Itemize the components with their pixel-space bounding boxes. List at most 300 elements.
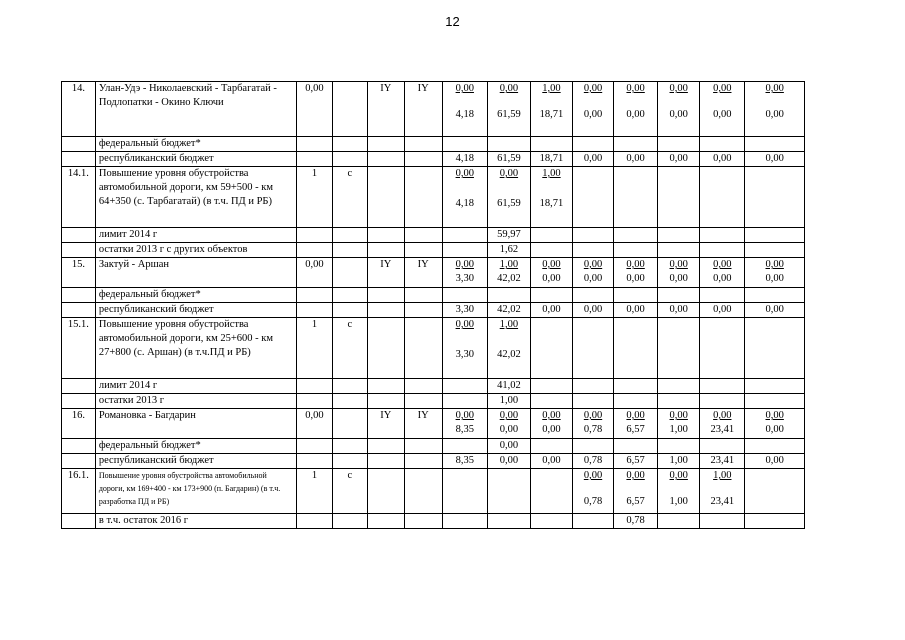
value-top: 0,00 — [669, 470, 688, 481]
value — [534, 243, 569, 257]
value-cell — [700, 394, 745, 409]
value-cell — [442, 82, 487, 137]
empty-cell — [332, 394, 367, 409]
value-cell — [487, 454, 530, 469]
value-cell — [530, 303, 572, 318]
unit-value: с — [347, 470, 353, 481]
value-cell — [614, 514, 658, 529]
length-value: 1 — [311, 168, 318, 179]
row-number-cell — [62, 82, 96, 137]
value-cell — [658, 167, 700, 228]
value-cell — [487, 394, 530, 409]
value-cell — [573, 243, 614, 258]
value — [446, 137, 484, 151]
row-number: 14. — [71, 83, 85, 94]
table-row — [62, 514, 805, 529]
empty-cell — [367, 152, 404, 167]
value-cell — [700, 152, 745, 167]
spacer — [446, 332, 484, 348]
category-to-cell — [404, 82, 442, 137]
value-cell — [573, 409, 614, 439]
value-bottom: 0,00 — [669, 273, 688, 284]
value — [446, 439, 484, 453]
value-cell — [573, 152, 614, 167]
value-cell — [442, 137, 487, 152]
length-value: 0,00 — [305, 83, 324, 94]
row-name-cell — [95, 394, 296, 409]
empty-cell — [404, 228, 442, 243]
row-name-cell — [95, 318, 296, 379]
value-cell — [530, 409, 572, 439]
value-top: 0,00 — [669, 410, 688, 421]
empty-cell — [332, 303, 367, 318]
table-row — [62, 152, 805, 167]
value: 0,00 — [713, 153, 732, 164]
row-name-cell — [95, 439, 296, 454]
value-cell — [700, 137, 745, 152]
value-cell — [487, 303, 530, 318]
row-name: лимит 2014 г — [98, 229, 158, 240]
value-bottom: 6,57 — [626, 424, 645, 435]
empty-cell — [367, 454, 404, 469]
value-bottom: 0,78 — [583, 424, 603, 435]
value-cell — [614, 82, 658, 137]
value: 0,00 — [583, 304, 603, 315]
value-bottom: 0,00 — [765, 109, 784, 120]
row-name-cell — [95, 152, 296, 167]
table-row — [62, 167, 805, 228]
length-cell — [297, 167, 333, 228]
value — [661, 439, 696, 453]
value-top: 0,00 — [583, 259, 603, 270]
value-cell — [487, 514, 530, 529]
value-cell — [700, 258, 745, 288]
empty-cell — [297, 228, 333, 243]
value — [661, 394, 696, 408]
value-cell — [614, 454, 658, 469]
table-row — [62, 394, 805, 409]
value-cell — [700, 288, 745, 303]
value-top: 1,00 — [713, 470, 732, 481]
value-top: 0,00 — [713, 259, 732, 270]
spacer — [617, 483, 654, 495]
value-cell — [573, 439, 614, 454]
value: 0,00 — [669, 153, 688, 164]
value: 0,00 — [765, 153, 784, 164]
length-value: 0,00 — [305, 259, 324, 270]
value-cell — [700, 228, 745, 243]
value-top: 0,00 — [765, 410, 784, 421]
value-cell — [573, 258, 614, 288]
row-number-cell — [62, 454, 96, 469]
value-cell — [530, 379, 572, 394]
value-bottom: 0,00 — [542, 424, 561, 435]
value-cell — [745, 82, 805, 137]
value: 0,78 — [583, 455, 603, 466]
category-from: IY — [380, 259, 392, 270]
value — [534, 514, 569, 528]
value-cell — [530, 514, 572, 529]
row-number-cell — [62, 137, 96, 152]
value-cell — [530, 439, 572, 454]
row-number-cell — [62, 514, 96, 529]
spacer — [491, 181, 527, 197]
value-cell — [614, 288, 658, 303]
value-cell — [658, 228, 700, 243]
row-name: Повышение уровня обустройства автомобильной дороги, км 169+400 - км 173+900 (п. Багдарин) (в т.ч. разработка ПД и РБ) — [98, 471, 281, 506]
value-cell — [487, 288, 530, 303]
value — [617, 288, 654, 302]
value-top: 0,00 — [499, 410, 519, 421]
value — [446, 243, 484, 257]
empty-cell — [332, 514, 367, 529]
row-name: остатки 2013 г с других объектов — [98, 244, 248, 255]
row-number: 14.1. — [67, 168, 89, 179]
empty-cell — [367, 243, 404, 258]
value-bottom: 0,00 — [626, 273, 645, 284]
value-cell — [530, 228, 572, 243]
row-number-cell — [62, 243, 96, 258]
spacer — [576, 96, 610, 108]
row-name-cell — [95, 228, 296, 243]
value-top: 1,00 — [542, 83, 561, 94]
value — [748, 288, 801, 302]
value — [534, 379, 569, 393]
value — [576, 243, 610, 257]
empty-cell — [297, 243, 333, 258]
length-value: 0,00 — [305, 410, 324, 421]
value — [617, 439, 654, 453]
category-from-cell — [367, 469, 404, 514]
category-to-cell — [404, 258, 442, 288]
length-cell — [297, 409, 333, 439]
value — [576, 379, 610, 393]
length-cell — [297, 82, 333, 137]
value-cell — [487, 167, 530, 228]
value — [703, 243, 741, 257]
value — [491, 288, 527, 302]
empty-cell — [297, 137, 333, 152]
table-row — [62, 258, 805, 288]
value-cell — [487, 243, 530, 258]
value: 0,00 — [669, 304, 688, 315]
value-cell — [614, 152, 658, 167]
value-cell — [530, 152, 572, 167]
category-from-cell — [367, 82, 404, 137]
value — [661, 514, 696, 528]
category-from-cell — [367, 258, 404, 288]
value-cell — [487, 152, 530, 167]
empty-cell — [404, 137, 442, 152]
value — [748, 379, 801, 393]
value: 0,00 — [765, 455, 784, 466]
row-number-cell — [62, 439, 96, 454]
value-cell — [658, 409, 700, 439]
category-from-cell — [367, 409, 404, 439]
budget-table — [61, 81, 805, 529]
value — [703, 394, 741, 408]
value-cell — [487, 379, 530, 394]
category-from: IY — [380, 410, 392, 421]
empty-cell — [297, 394, 333, 409]
value — [576, 394, 610, 408]
empty-cell — [367, 514, 404, 529]
value-cell — [745, 258, 805, 288]
table-row — [62, 243, 805, 258]
length-value: 1 — [311, 319, 318, 330]
value — [576, 288, 610, 302]
value: 18,71 — [539, 153, 564, 164]
value-cell — [530, 394, 572, 409]
value-top: 0,00 — [765, 83, 784, 94]
empty-cell — [332, 137, 367, 152]
category-from: IY — [380, 83, 392, 94]
unit-cell — [332, 82, 367, 137]
value-cell — [487, 82, 530, 137]
spacer — [748, 96, 801, 108]
row-number: 16. — [71, 410, 85, 421]
value: 0,00 — [626, 304, 645, 315]
value-bottom: 4,18 — [455, 198, 474, 209]
row-name-cell — [95, 409, 296, 439]
value-cell — [442, 469, 487, 514]
value: 41,02 — [497, 380, 521, 391]
value-cell — [442, 167, 487, 228]
value — [703, 288, 741, 302]
row-name: остатки 2013 г — [98, 395, 165, 406]
value-top: 0,00 — [583, 410, 603, 421]
value — [534, 137, 569, 151]
spacer — [491, 332, 527, 348]
empty-cell — [367, 394, 404, 409]
length-cell — [297, 318, 333, 379]
value-bottom: 0,00 — [765, 273, 784, 284]
unit-cell — [332, 318, 367, 379]
value-top: 0,00 — [669, 259, 688, 270]
value: 0,00 — [499, 455, 519, 466]
row-name-cell — [95, 167, 296, 228]
value-cell — [530, 318, 572, 379]
category-to-cell — [404, 409, 442, 439]
value-cell — [700, 439, 745, 454]
value-top: 0,00 — [765, 259, 784, 270]
unit-cell — [332, 258, 367, 288]
row-name: лимит 2014 г — [98, 380, 158, 391]
empty-cell — [332, 228, 367, 243]
value-cell — [614, 318, 658, 379]
value-cell — [745, 152, 805, 167]
value-cell — [700, 82, 745, 137]
value-bottom: 61,59 — [497, 198, 521, 209]
empty-cell — [404, 243, 442, 258]
value-cell — [658, 303, 700, 318]
value-top: 0,00 — [626, 259, 645, 270]
spacer — [446, 96, 484, 108]
value-cell — [745, 318, 805, 379]
value — [661, 379, 696, 393]
value-top: 0,00 — [542, 410, 561, 421]
value-top: 1,00 — [542, 168, 561, 179]
value-cell — [700, 409, 745, 439]
value-cell — [658, 394, 700, 409]
value-cell — [573, 288, 614, 303]
empty-cell — [297, 288, 333, 303]
value-top: 0,00 — [713, 83, 732, 94]
row-name: в т.ч. остаток 2016 г — [98, 515, 189, 526]
value-cell — [745, 243, 805, 258]
value-top: 0,00 — [542, 259, 561, 270]
table-row — [62, 318, 805, 379]
value-cell — [700, 318, 745, 379]
value-cell — [442, 288, 487, 303]
value-top: 0,00 — [713, 410, 732, 421]
value-cell — [700, 454, 745, 469]
value-cell — [745, 137, 805, 152]
value-cell — [614, 137, 658, 152]
value-cell — [700, 167, 745, 228]
value — [576, 137, 610, 151]
value-cell — [442, 514, 487, 529]
value: 23,41 — [710, 455, 735, 466]
value — [617, 228, 654, 242]
empty-cell — [332, 439, 367, 454]
value-cell — [487, 409, 530, 439]
value — [703, 228, 741, 242]
row-name-cell — [95, 288, 296, 303]
row-number-cell — [62, 152, 96, 167]
value-cell — [745, 288, 805, 303]
value-top: 0,00 — [669, 83, 688, 94]
value-top: 0,00 — [626, 83, 645, 94]
value-bottom: 3,30 — [455, 273, 474, 284]
value: 0,00 — [583, 153, 603, 164]
value-bottom: 8,35 — [455, 424, 474, 435]
value-cell — [745, 454, 805, 469]
value — [748, 514, 801, 528]
value-cell — [530, 454, 572, 469]
row-name-cell — [95, 469, 296, 514]
value — [491, 514, 527, 528]
value-bottom: 18,71 — [539, 109, 564, 120]
value — [661, 137, 696, 151]
value — [446, 394, 484, 408]
spacer — [661, 96, 696, 108]
value-cell — [658, 514, 700, 529]
value-cell — [658, 439, 700, 454]
table-row — [62, 379, 805, 394]
value-cell — [442, 228, 487, 243]
value-cell — [487, 137, 530, 152]
row-name: Зактуй - Аршан — [98, 259, 170, 270]
row-name: Повышение уровня обустройства автомобильной дороги, км 59+500 - км 64+350 (с. Тарбагатай) (в т.ч. ПД и РБ) — [98, 168, 274, 207]
value-top: 0,00 — [626, 410, 645, 421]
spacer — [534, 96, 569, 108]
value-cell — [658, 152, 700, 167]
value-bottom: 0,00 — [713, 273, 732, 284]
value: 0,78 — [626, 515, 645, 526]
empty-cell — [332, 243, 367, 258]
empty-cell — [297, 439, 333, 454]
value — [576, 439, 610, 453]
value-cell — [487, 258, 530, 288]
unit-cell — [332, 167, 367, 228]
value-cell — [487, 228, 530, 243]
row-name-cell — [95, 243, 296, 258]
value-cell — [745, 379, 805, 394]
value-cell — [658, 454, 700, 469]
value-cell — [745, 469, 805, 514]
value — [748, 137, 801, 151]
value-bottom: 0,00 — [499, 424, 519, 435]
category-from-cell — [367, 318, 404, 379]
value-cell — [658, 137, 700, 152]
value-cell — [658, 243, 700, 258]
empty-cell — [297, 454, 333, 469]
value-cell — [442, 318, 487, 379]
unit-cell — [332, 469, 367, 514]
value — [617, 137, 654, 151]
value-cell — [573, 394, 614, 409]
category-from-cell — [367, 167, 404, 228]
value — [661, 228, 696, 242]
value-cell — [745, 439, 805, 454]
unit-value: с — [347, 319, 353, 330]
empty-cell — [404, 152, 442, 167]
value-cell — [530, 288, 572, 303]
value — [446, 514, 484, 528]
value-bottom: 1,00 — [669, 496, 688, 507]
spacer — [703, 483, 741, 495]
empty-cell — [404, 454, 442, 469]
value — [617, 379, 654, 393]
value: 1,62 — [499, 244, 519, 255]
value: 0,00 — [626, 153, 645, 164]
value-cell — [442, 394, 487, 409]
row-number-cell — [62, 379, 96, 394]
value: 0,00 — [542, 455, 561, 466]
row-name-cell — [95, 137, 296, 152]
value: 61,59 — [497, 153, 521, 164]
value: 8,35 — [455, 455, 474, 466]
value-cell — [614, 243, 658, 258]
value-top: 0,00 — [455, 410, 474, 421]
value-cell — [442, 243, 487, 258]
empty-cell — [404, 394, 442, 409]
empty-cell — [332, 152, 367, 167]
value — [617, 243, 654, 257]
row-number-cell — [62, 318, 96, 379]
value-cell — [614, 439, 658, 454]
value-cell — [745, 228, 805, 243]
value-cell — [442, 258, 487, 288]
value-cell — [614, 409, 658, 439]
value-top: 0,00 — [455, 259, 474, 270]
value: 0,00 — [765, 304, 784, 315]
empty-cell — [332, 454, 367, 469]
value-cell — [442, 379, 487, 394]
value-cell — [573, 454, 614, 469]
value-bottom: 23,41 — [710, 496, 735, 507]
value — [703, 137, 741, 151]
value-cell — [573, 228, 614, 243]
row-name: федеральный бюджет* — [98, 440, 201, 451]
row-number-cell — [62, 258, 96, 288]
category-to-cell — [404, 318, 442, 379]
value-top: 0,00 — [583, 470, 603, 481]
value: 42,02 — [497, 304, 521, 315]
value-cell — [573, 469, 614, 514]
category-to: IY — [417, 410, 429, 421]
